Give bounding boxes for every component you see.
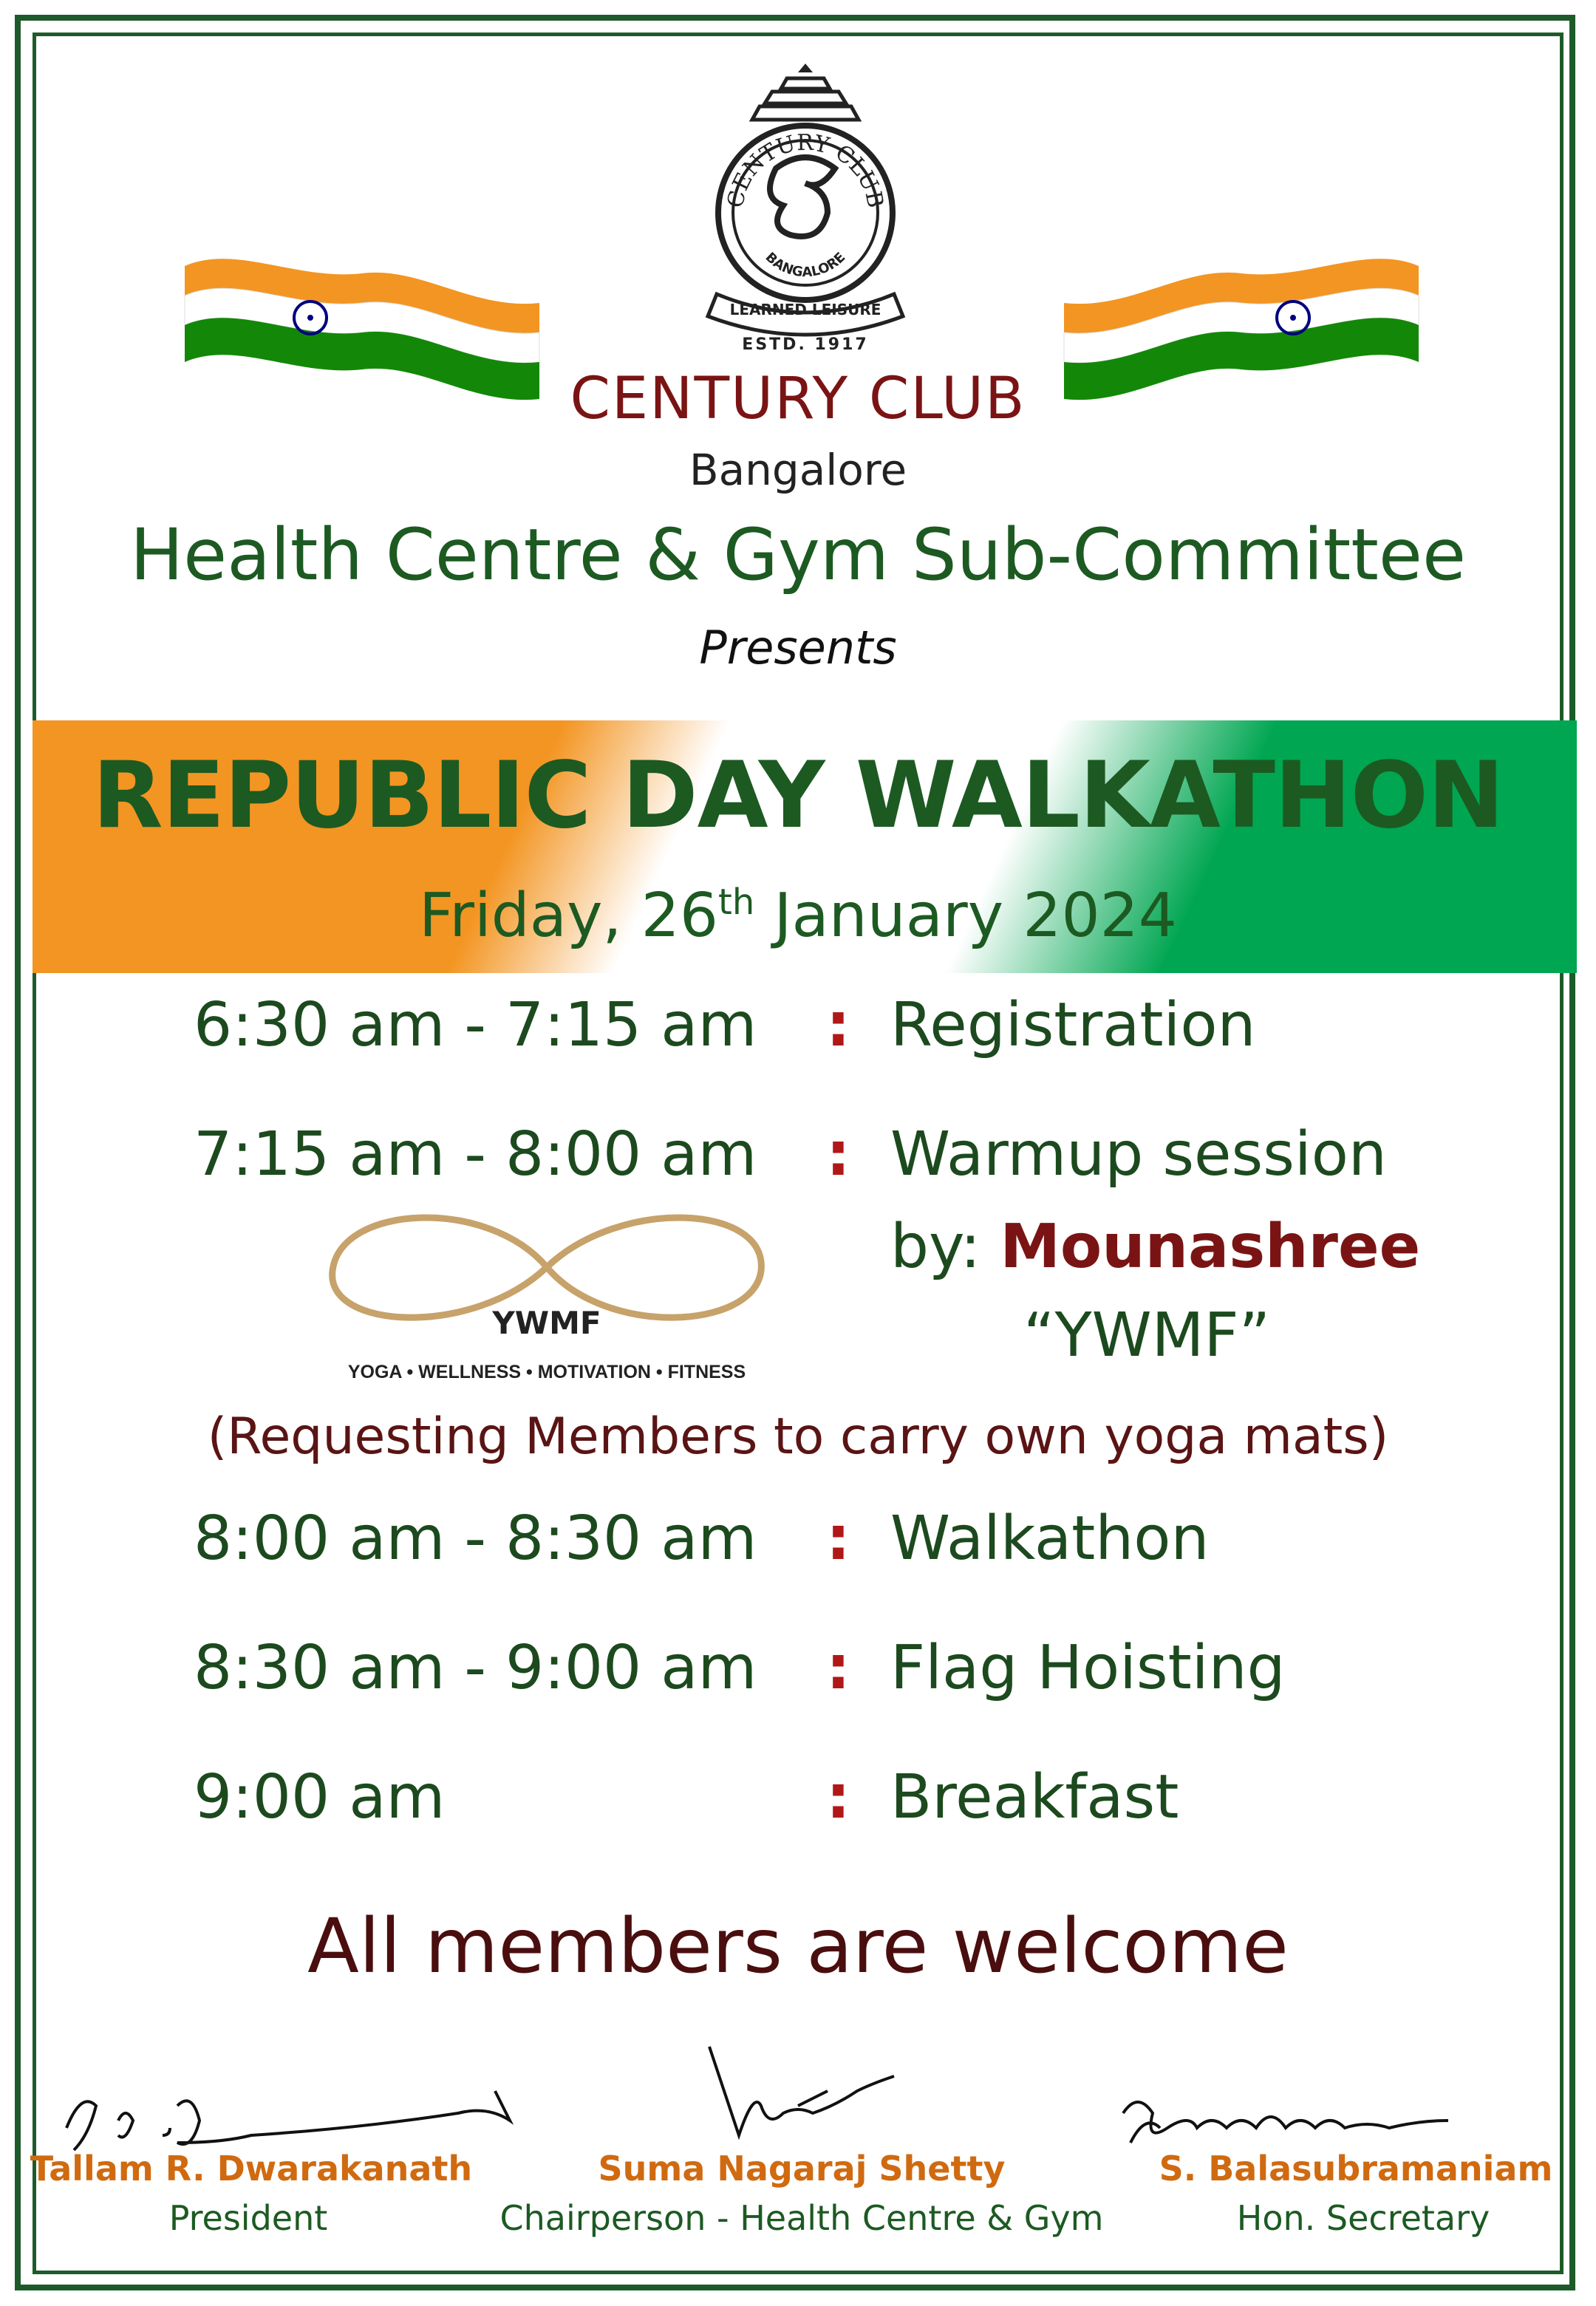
schedule-activity-2-org: “YWMF” — [1023, 1300, 1271, 1371]
signatory-role-2: Chairperson - Health Centre & Gym — [499, 2198, 1104, 2238]
event-date: Friday, 26th January 2024 — [419, 881, 1177, 951]
schedule-sep-4: : — [826, 1633, 850, 1703]
century-club-logo — [687, 58, 924, 368]
schedule-activity-1: Registration — [890, 990, 1256, 1060]
svg-text:LEARNED LEISURE: LEARNED LEISURE — [729, 301, 881, 318]
svg-text:CENTURY CLUB: CENTURY CLUB — [722, 129, 889, 211]
schedule-sep-5: : — [826, 1762, 850, 1832]
schedule-activity-5: Breakfast — [890, 1762, 1179, 1832]
schedule-time-5: 9:00 am — [194, 1762, 446, 1832]
svg-text:YOGA • WELLNESS • MOTIVATION •: YOGA • WELLNESS • MOTIVATION • FITNESS — [347, 1362, 746, 1382]
committee-name: Health Centre & Gym Sub-Committee — [129, 514, 1467, 596]
signature-secretary — [1108, 2084, 1552, 2157]
schedule-sep-2: : — [826, 1119, 850, 1190]
schedule-sep-1: : — [826, 990, 850, 1060]
schedule-time-2: 7:15 am - 8:00 am — [194, 1119, 757, 1190]
schedule-activity-3: Walkathon — [890, 1504, 1210, 1574]
welcome-message: All members are welcome — [307, 1903, 1289, 1991]
schedule-activity-2: Warmup session — [890, 1119, 1387, 1190]
club-city: Bangalore — [689, 445, 907, 495]
signatory-role-1: President — [168, 2198, 328, 2238]
signature-president — [52, 2076, 554, 2157]
club-name: CENTURY CLUB — [570, 366, 1026, 432]
svg-text:BANGALORE: BANGALORE — [762, 249, 849, 281]
presents-label: Presents — [699, 621, 897, 675]
schedule-time-1: 6:30 am - 7:15 am — [194, 990, 757, 1060]
signatory-name-3: S. Balasubramaniam — [1159, 2149, 1553, 2189]
signatory-role-3: Hon. Secretary — [1236, 2198, 1490, 2238]
schedule-activity-4: Flag Hoisting — [890, 1633, 1286, 1703]
ywmf-logo — [310, 1190, 783, 1396]
signature-chairperson — [695, 2039, 901, 2143]
svg-text:YWMF: YWMF — [492, 1305, 601, 1341]
signatory-name-1: Tallam R. Dwarakanath — [30, 2149, 473, 2189]
schedule-time-3: 8:00 am - 8:30 am — [194, 1504, 757, 1574]
signatory-name-2: Suma Nagaraj Shetty — [598, 2149, 1006, 2189]
svg-text:ESTD. 1917: ESTD. 1917 — [742, 335, 869, 354]
schedule-activity-2-by: by: Mounashree — [890, 1212, 1421, 1282]
schedule-time-4: 8:30 am - 9:00 am — [194, 1633, 757, 1703]
yoga-mat-note: (Requesting Members to carry own yoga mats) — [207, 1408, 1389, 1466]
event-title: REPUBLIC DAY WALKATHON — [92, 743, 1504, 849]
schedule-sep-3: : — [826, 1504, 850, 1574]
